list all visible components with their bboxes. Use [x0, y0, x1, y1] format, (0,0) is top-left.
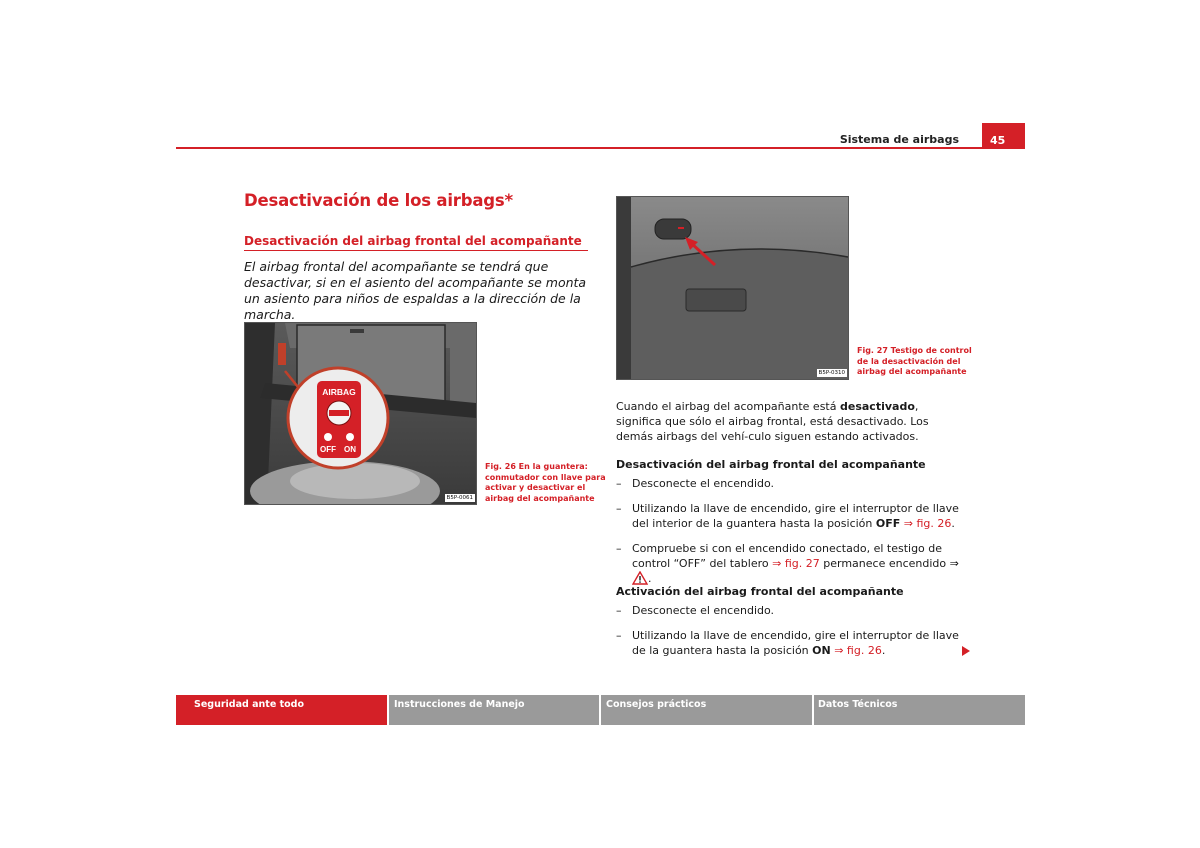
on-label: ON — [344, 445, 356, 454]
header-rule — [176, 147, 1025, 149]
figure-27-code: B5P-0310 — [818, 370, 845, 376]
next-page-arrow-icon[interactable] — [962, 646, 970, 656]
footer-tab-datos[interactable]: Datos Técnicos — [814, 695, 1025, 725]
subtitle-rule — [244, 250, 588, 251]
intro-paragraph: Cuando el airbag del acompañante está desactivado, significa que sólo el airbag frontal, está desactivado. Los demás airbags del vehí-culo siguen estando activados. — [616, 400, 929, 444]
deactivation-heading: Desactivación del airbag frontal del acompañante — [616, 458, 926, 471]
section-title: Desactivación de los airbags* — [244, 191, 513, 210]
footer-tab-instrucciones[interactable]: Instrucciones de Manejo — [389, 695, 599, 725]
figure-27-link[interactable]: ⇒ fig. 27 — [772, 557, 820, 571]
figure-26-image — [244, 322, 477, 505]
figure-27-caption: Fig. 27 Testigo de control de la desactivación del airbag del acompañante — [857, 346, 972, 376]
page-number-badge — [982, 123, 1025, 148]
activation-heading: Activación del airbag frontal del acompañante — [616, 585, 904, 598]
figure-26-link[interactable]: ⇒ fig. 26 — [903, 517, 952, 531]
running-header: Sistema de airbags — [839, 133, 959, 146]
footer-tab-consejos[interactable]: Consejos prácticos — [601, 695, 812, 725]
figure-26-link[interactable]: ⇒ fig. 26 — [834, 644, 882, 658]
figure-27-image — [616, 196, 849, 380]
intro-text: El airbag frontal del acompañante se tendrá que desactivar, si en el asiento del acompañante se monta un asiento para niños de espaldas a la dirección de la marcha. — [244, 259, 587, 322]
figure-26-caption: Fig. 26 En la guantera: conmutador con llave para activar y desactivar el airbag del acompañante — [485, 462, 606, 503]
figure-26-code: B5P-0061 — [446, 495, 473, 501]
off-label: OFF — [320, 445, 336, 454]
airbag-switch-label: AIRBAG — [322, 387, 356, 397]
page-number: 45 — [990, 134, 1006, 147]
section-subtitle: Desactivación del airbag frontal del acompañante — [244, 234, 582, 248]
footer-tab-seguridad[interactable]: Seguridad ante todo — [176, 695, 387, 725]
